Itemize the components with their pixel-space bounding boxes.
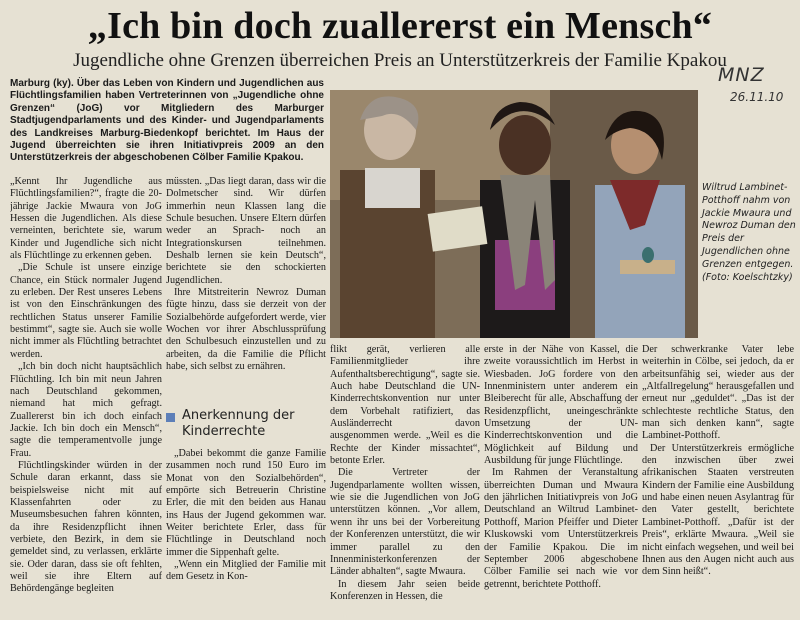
subheadline: Jugendliche ohne Grenzen überreichen Preis an Unterstützerkreis der Familie Kpakou bbox=[73, 50, 727, 71]
photo-caption: Wiltrud Lambinet-Potthoff nahm von Jackie Mwaura und Newroz Duman den Preis der Jugendlichen ohne Grenzen entgegen. (Foto: Koelschtzky) bbox=[702, 182, 796, 283]
column-5 bbox=[642, 344, 794, 616]
column-4 bbox=[484, 344, 638, 616]
column-2-top bbox=[166, 176, 326, 402]
paragraph: Die Vertreter der Jugendparlamente wollten wissen, wie sie die Jugendlichen von JoG unterstützen können. „Vor allem, wenn ihr uns bei der Vorbereitung der Konferenzen unterstützt, die wir immer parallel zu den Innenministerkonferenzen der Länder abhalten“, sagte Mwaura. bbox=[330, 467, 480, 578]
paragraph: Der schwerkranke Vater lebe weiterhin in Cölbe, sei jedoch, da er arbeitsunfähig sei, wieder aus der „Altfallregelung“ herausgefallen und erneut nur „geduldet“. „Das ist der schlechteste rechtliche Status, den man sich denken kann“, sagte Lambinet-Potthoff. bbox=[642, 344, 794, 442]
paragraph: „Die Schule ist unsere einzige Chance, ein Stück normaler Jugend zu erleben. Der Rest unseres Lebens ist von den Einschränkungen des rechtlichen Status unserer Familie bestimmt“, sagte sie. Auch sie wolle nicht immer als Flüchtling betrachtet werden. bbox=[10, 262, 162, 360]
column-3 bbox=[330, 344, 480, 616]
lead-paragraph: Marburg (ky). Über das Leben von Kindern und Jugendlichen aus Flüchtlingsfamilien haben Vertreterinnen von „Jugendliche ohne Grenzen“ (JoG) vor Mitgliedern des Marburger Stadtjugendparlaments und des Kinder- und Jugendparlaments des Landkreises Marburg-Biedenkopf berichtet. Im Haus der Jugend überreichten sie ihren Initiativpreis 2009 an den Unterstützerkreis der abgeschobenen Cölber Familie Kpakou. bbox=[10, 78, 324, 164]
column-2-bottom bbox=[166, 448, 326, 616]
paragraph: flikt gerät, verlieren alle Familienmitglieder ihre Aufenthaltsberechtigung“, sagte sie. Auch habe Deutschland die UN-Kinderrechtskonvention nur unter dem Vorbehalt ratifiziert, das Ausländerrecht davon ausgenommen werde. „Weil es die Rechte der Kinder missachtet“, betonte Erler. bbox=[330, 344, 480, 467]
paragraph: „Dabei bekommt die ganze Familie zusammen noch rund 150 Euro im Monat von den Sozialbehörden“, empörte sich Betreuerin Christine Erler, die mit den beiden aus Hanau ins Haus der Jugend gekommen war. Weiter berichtete Erler, dass für Flüchtlinge in Deutschland noch immer die Sippenhaft gelte. bbox=[166, 448, 326, 558]
article-photo bbox=[330, 90, 698, 338]
paragraph: Flüchtlingskinder würden in der Schule daran erkannt, dass sie beispielsweise nicht mit auf Klassenfahrten oder zu Museumsbesuchen fahren könnten, da ihre Residenzpflicht ihnen verbiete, den Bezirk, in dem sie gemeldet sind, zu verlassen, erklärte sie. Oder daran, dass sie oft fehlten, weil sie ihre Eltern auf Behördengänge begleiten bbox=[10, 459, 162, 595]
square-bullet-icon bbox=[166, 413, 175, 422]
column-1 bbox=[10, 176, 162, 616]
headline: „Ich bin doch zuallererst ein Mensch“ bbox=[87, 5, 713, 47]
paragraph: müssten. „Das liegt daran, dass wir die Dolmetscher sind. Wir dürfen immerhin neun Klassen lang die Schule besuchen. Unsere Eltern dürfen weder an Sprach- noch an Integrationskursen teilnehmen. Deshalb lernen sie kein Deutsch“, berichtete sie den schockierten Jugendlichen. bbox=[166, 176, 326, 286]
paragraph: In diesem Jahr seien beide Konferenzen in Hessen, die bbox=[330, 578, 480, 602]
paragraph: Ihre Mitstreiterin Newroz Duman fügte hinzu, dass sie derzeit von der Sozialbehörde aufgefordert werde, vier Wochen vor ihrer Abschlussprüfung den Schulbesuch einzustellen und zu arbeiten, da die Familie die Pflicht habe, sich selbst zu ernähren. bbox=[166, 287, 326, 373]
paragraph: Im Rahmen der Veranstaltung überreichten Duman und Mwaura den jährlichen Initiativpreis von JoG Deutschland an Wiltrud Lambinet-Potthoff, Marion Pfeiffer und Dieter Kluskowski vom Unterstützerkreis der Familie Kpakou. Die im September 2006 abgeschobene Cölber Familie sei nach wie vor getrennt, berichtete Potthoff. bbox=[484, 467, 638, 590]
photo-illustration bbox=[330, 90, 698, 338]
paragraph: erste in der Nähe von Kassel, die zweite voraussichtlich im Herbst in Wiesbaden. JoG fordere von den Innenministern unter anderem ein Bleiberecht für alle, Abschaffung der Residenzpflicht, uneingeschränkte Umsetzung der UN-Kinderrechtskonvention und die Möglichkeit auf Bildung und Ausbildung für junge Flüchtlinge. bbox=[484, 344, 638, 467]
paragraph: „Ich bin doch nicht hauptsächlich Flüchtling. Ich bin mit neun Jahren nach Deutschland gekommen, niemand hat mich gefragt. Zuallererst bin ich doch einfach Jackie. Ich bin doch ein Mensch“, sagte die temperamentvolle junge Frau. bbox=[10, 361, 162, 459]
subheading: Anerkennung der Kinderrechte bbox=[182, 408, 295, 439]
paragraph: „Kennt Ihr Jugendliche aus Flüchtlingsfamilien?“, fragte die 20-jährige Jackie Mwaura von JoG Hessen die Jugendlichen. Als diese verneinten, berichtete sie, warum Kinder und Jugendliche sich nicht als Flüchtlinge zu erkennen geben. bbox=[10, 176, 162, 262]
paragraph: Der Unterstützerkreis ermögliche den inzwischen über zwei afrikanischen Staaten verstreuten Kindern der Familie eine Ausbildung und habe einen neuen Asylantrag für den Vater gestellt, berichtete Lambinet-Potthoff. „Dafür ist der Preis“, erklärte Mwaura. „Weil sie nicht einfach wegsehen, und weil bei Ihnen aus den Augen nicht auch aus dem Sinn heißt“. bbox=[642, 442, 794, 578]
handwritten-date: 26.11.10 bbox=[730, 90, 784, 104]
paragraph: „Wenn ein Mitglied der Familie mit dem Gesetz in Kon- bbox=[166, 559, 326, 583]
handwritten-source: MNZ bbox=[718, 64, 765, 86]
handwritten-note bbox=[718, 64, 798, 104]
